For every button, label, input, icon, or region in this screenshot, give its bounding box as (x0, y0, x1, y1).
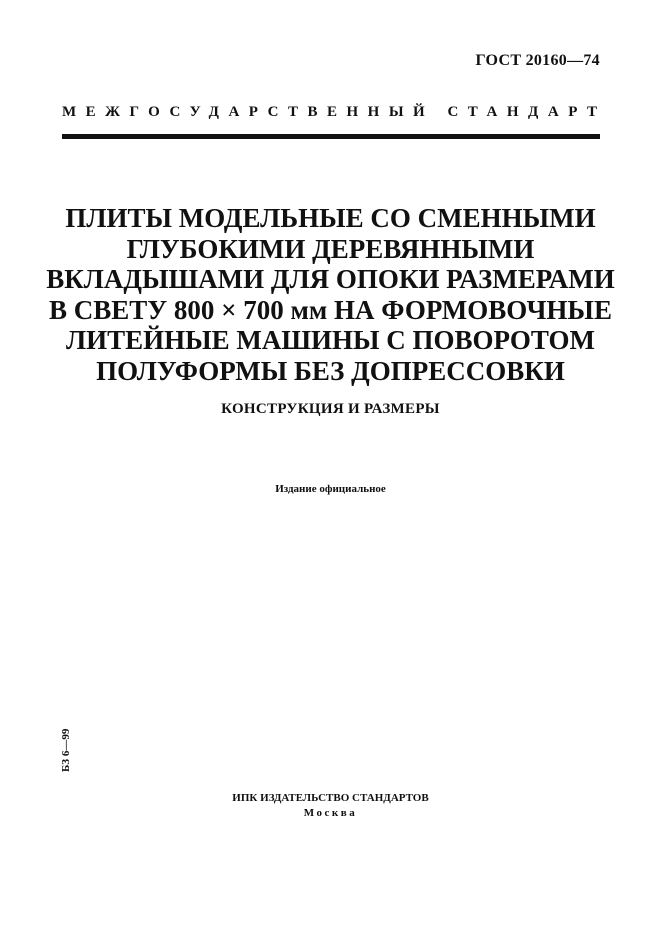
gost-number: ГОСТ 20160—74 (475, 52, 600, 69)
side-code: БЗ 6—99 (60, 728, 72, 772)
title-line: ГЛУБОКИМИ ДЕРЕВЯННЫМИ (126, 233, 535, 264)
header-rule (62, 134, 600, 139)
document-title (40, 203, 621, 386)
edition-note: Издание официальное (275, 483, 386, 495)
title-line: ПОЛУФОРМЫ БЕЗ ДОПРЕССОВКИ (96, 355, 565, 386)
title-line: ВКЛАДЫШАМИ ДЛЯ ОПОКИ РАЗМЕРАМИ (46, 264, 615, 294)
document-subtitle: КОНСТРУКЦИЯ И РАЗМЕРЫ (221, 401, 440, 417)
title-line: ПЛИТЫ МОДЕЛЬНЫЕ СО СМЕННЫМИ (65, 203, 596, 233)
publisher-city: Москва (303, 807, 358, 819)
title-line: ЛИТЕЙНЫЕ МАШИНЫ С ПОВОРОТОМ (65, 325, 596, 355)
standard-series-heading: МЕЖГОСУДАРСТВЕННЫЙ СТАНДАРТ (62, 104, 607, 120)
title-line: В СВЕТУ 800 × 700 мм НА ФОРМОВОЧНЫЕ (49, 294, 612, 325)
publisher-name: ИПК ИЗДАТЕЛЬСТВО СТАНДАРТОВ (232, 792, 429, 804)
